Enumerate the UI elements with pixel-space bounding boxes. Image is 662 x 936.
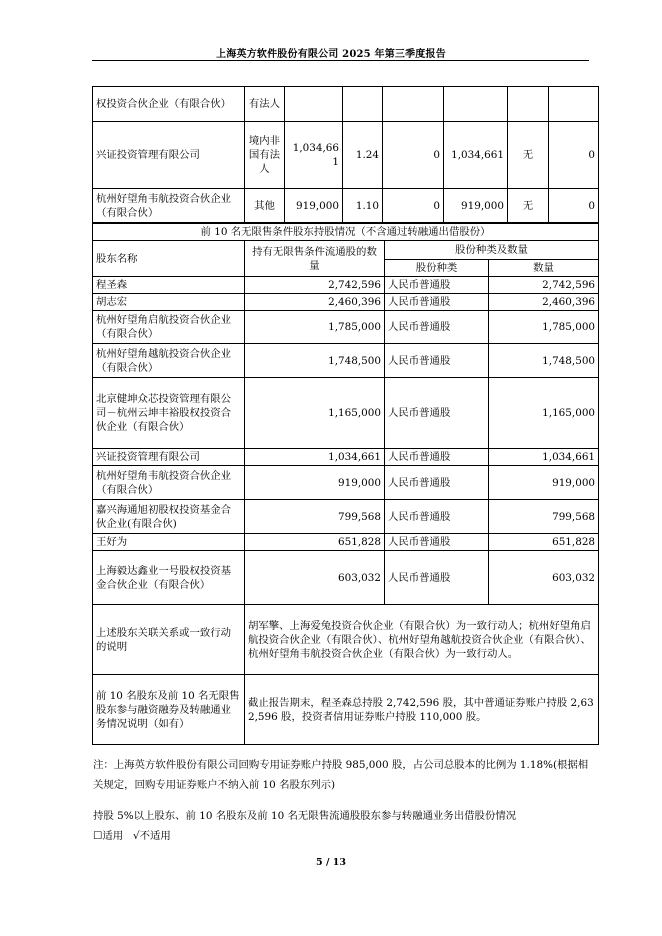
option-applicable: ☐适用: [93, 830, 124, 842]
relation-text: 胡军擎、上海爱兔投资合伙企业（有限合伙）为一致行动人；杭州好望角启航投资合伙企业（有限合伙）、杭州好望角越航投资合伙企业（有限合伙）、杭州好望角韦航投资合伙企业（有限合伙）为一致行动人。: [245, 605, 599, 675]
holder-shares: 919,000: [285, 189, 343, 224]
col-header-qty: 持有无限售条件流通股的数量: [245, 241, 385, 277]
share-count: 799,568: [489, 500, 599, 534]
col-header-share-type: 股份种类: [385, 260, 489, 277]
margin-text: 截止报告期末，程圣森总持股 2,742,596 股，其中普通证券账户持股 2,632,596 股，投资者信用证券账户持股 110,000 股。: [245, 675, 599, 745]
holder-shares: [285, 87, 343, 122]
holder-pct: 1.10: [343, 189, 383, 224]
unrestricted-shareholders-table: [92, 222, 599, 745]
holder-pct: [343, 87, 383, 122]
holder-pledge-status: 无: [508, 122, 549, 189]
col-header-share-count: 数量: [489, 260, 599, 277]
holder-qty: 1,748,500: [245, 344, 385, 378]
holder-qty: 2,742,596: [245, 277, 385, 294]
holder-pledge-qty: 0: [549, 189, 599, 224]
holder-pledge-status: [508, 87, 549, 122]
share-type: 人民币普通股: [385, 378, 489, 449]
holder-name: 胡志宏: [93, 294, 245, 311]
holder-name: 杭州好望角越航投资合伙企业（有限合伙）: [93, 344, 245, 378]
header-divider: [92, 60, 589, 61]
holder-restricted: 0: [383, 189, 444, 224]
holder-pledge-state: 1,034,661: [444, 122, 508, 189]
holder-name: 北京健坤众芯投资管理有限公司－杭州云坤丰裕股权投资合伙企业（有限合伙）: [93, 378, 245, 449]
table-row: [93, 466, 599, 500]
holder-qty: 799,568: [245, 500, 385, 534]
holder-name: 权投资合伙企业（有限合伙）: [93, 87, 245, 122]
page-number: 5 / 13: [316, 857, 346, 868]
share-type: 人民币普通股: [385, 449, 489, 466]
relation-row: [93, 605, 599, 675]
holder-restricted: [383, 87, 444, 122]
share-type: 人民币普通股: [385, 534, 489, 551]
holder-name: 杭州好望角韦航投资合伙企业（有限合伙）: [93, 466, 245, 500]
holder-pledge-state: [444, 87, 508, 122]
table-row: [93, 534, 599, 551]
holder-name: 兴证投资管理有限公司: [93, 449, 245, 466]
holder-pledge-qty: [549, 87, 599, 122]
section-title: 前 10 名无限售条件股东持股情况（不含通过转融通出借股份）: [93, 223, 599, 241]
holder-qty: 1,034,661: [245, 449, 385, 466]
holder-nature: 有法人: [245, 87, 285, 122]
top-shareholders-table: [92, 86, 599, 224]
share-count: 603,032: [489, 551, 599, 605]
table-row: [93, 344, 599, 378]
share-count: 1,785,000: [489, 311, 599, 344]
holder-pct: 1.24: [343, 122, 383, 189]
table-row: [93, 551, 599, 605]
share-type: 人民币普通股: [385, 551, 489, 605]
holder-name: 兴证投资管理有限公司: [93, 122, 245, 189]
holder-qty: 2,460,396: [245, 294, 385, 311]
relation-label: 上述股东关联关系或一致行动的说明: [93, 605, 245, 675]
margin-row: [93, 675, 599, 745]
holder-name: 杭州好望角启航投资合伙企业（有限合伙）: [93, 311, 245, 344]
holder-qty: 651,828: [245, 534, 385, 551]
table-row: [93, 449, 599, 466]
table-row: [93, 189, 599, 224]
table-row: [93, 500, 599, 534]
section-title-row: [93, 223, 599, 241]
table-row: [93, 122, 599, 189]
applicability-options: [93, 826, 593, 846]
table-row: [93, 378, 599, 449]
share-count: 919,000: [489, 466, 599, 500]
buyback-note: 注：上海英方软件股份有限公司回购专用证券账户持股 985,000 股，占公司总股本的比例为 1.18%(根据相关规定，回购专用证券账户不纳入前 10 名股东列示): [93, 759, 589, 791]
holder-pledge-qty: 0: [549, 122, 599, 189]
share-count: 2,460,396: [489, 294, 599, 311]
holder-name: 程圣森: [93, 277, 245, 294]
holder-qty: 603,032: [245, 551, 385, 605]
holder-name: 嘉兴海通旭初股权投资基金合伙企业(有限合伙): [93, 500, 245, 534]
table-row: [93, 294, 599, 311]
col-header-share-group: 股份种类及数量: [385, 241, 599, 260]
holder-qty: 1,165,000: [245, 378, 385, 449]
holder-qty: 919,000: [245, 466, 385, 500]
holder-pledge-state: 919,000: [444, 189, 508, 224]
share-count: 2,742,596: [489, 277, 599, 294]
col-header-holder: 股东名称: [93, 241, 245, 277]
share-count: 1,165,000: [489, 378, 599, 449]
table-row: [93, 277, 599, 294]
holder-shares: 1,034,661: [285, 122, 343, 189]
report-header-title: 上海英方软件股份有限公司 2025 年第三季度报告: [216, 49, 446, 60]
holder-name: 王好为: [93, 534, 245, 551]
share-type: 人民币普通股: [385, 311, 489, 344]
table-row: [93, 311, 599, 344]
share-count: 1,034,661: [489, 449, 599, 466]
header-row: [93, 241, 599, 260]
holder-nature: 其他: [245, 189, 285, 224]
holder-pledge-status: 无: [508, 189, 549, 224]
share-type: 人民币普通股: [385, 277, 489, 294]
holder-name: 杭州好望角韦航投资合伙企业（有限合伙）: [93, 189, 245, 224]
holder-restricted: 0: [383, 122, 444, 189]
share-count: 1,748,500: [489, 344, 599, 378]
margin-label: 前 10 名股东及前 10 名无限售股东参与融资融券及转融通业务情况说明（如有）: [93, 675, 245, 745]
lending-note: 持股 5%以上股东、前 10 名股东及前 10 名无限售流通股股东参与转融通业务出借股份情况: [93, 810, 517, 822]
holder-name: 上海毅达鑫业一号股权投资基金合伙企业（有限合伙）: [93, 551, 245, 605]
share-type: 人民币普通股: [385, 344, 489, 378]
holder-nature: 境内非国有法人: [245, 122, 285, 189]
share-type: 人民币普通股: [385, 294, 489, 311]
share-type: 人民币普通股: [385, 466, 489, 500]
holder-qty: 1,785,000: [245, 311, 385, 344]
table-row: [93, 87, 599, 122]
share-type: 人民币普通股: [385, 500, 489, 534]
share-count: 651,828: [489, 534, 599, 551]
option-not-applicable: √不适用: [133, 830, 171, 842]
